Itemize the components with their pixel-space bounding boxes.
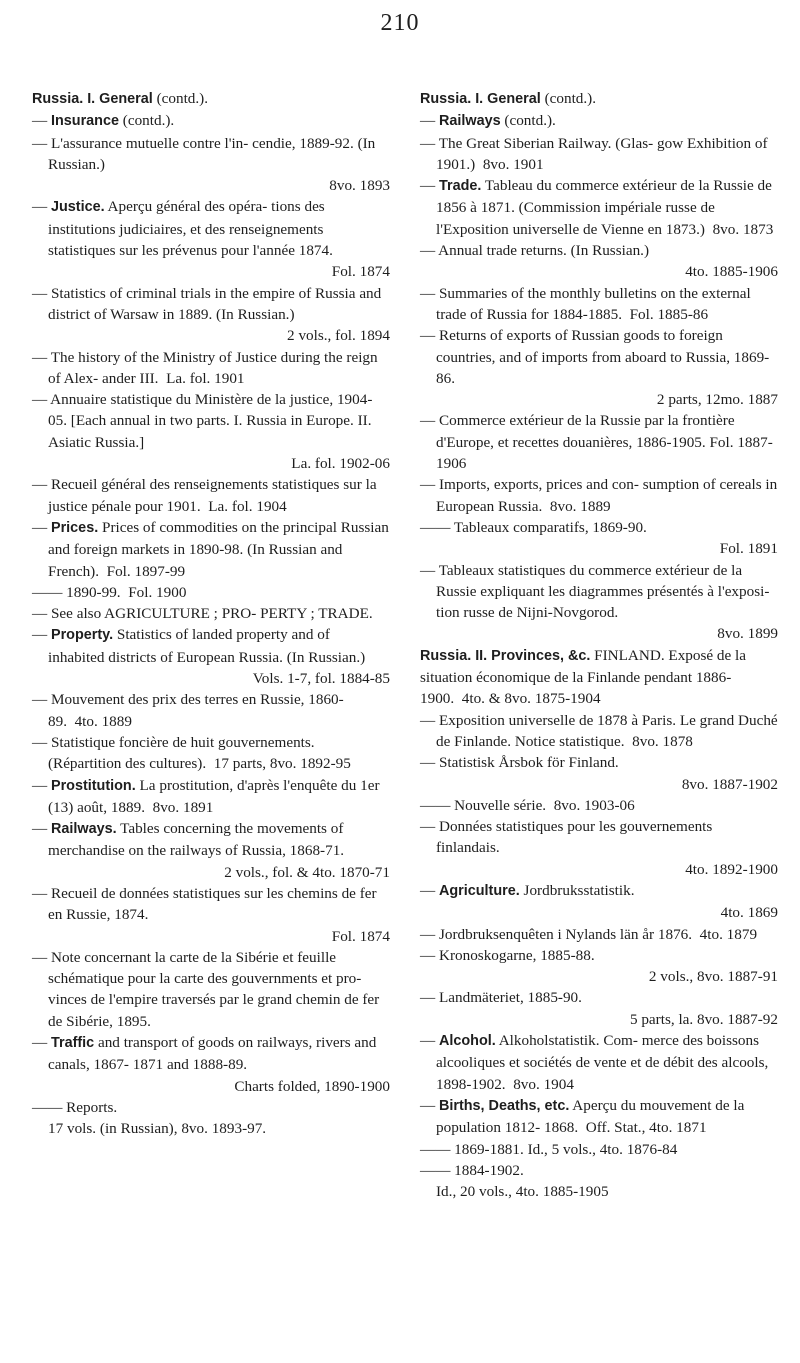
entry-imprint: 8vo. 1899	[717, 625, 778, 643]
entry-text: La prostitution, d'après l'enquête du 1er (13) août, 1889.	[48, 776, 380, 816]
entry-heading: Railways.	[50, 821, 117, 838]
catalogue-entry	[420, 325, 778, 410]
catalogue-entry	[420, 240, 778, 283]
entry-text: (contd.).	[500, 112, 556, 130]
entry-dash: —	[32, 733, 51, 751]
entry-dash: —	[32, 198, 51, 216]
entry-text: Données statistiques pour les gouvernements finlandais.	[436, 818, 713, 857]
entry-imprint: 5 parts, la. 8vo. 1887-92	[629, 1010, 778, 1028]
catalogue-entry	[420, 710, 778, 753]
catalogue-entry	[420, 645, 778, 710]
entry-text: Statistics of criminal trials in the empire of Russia and district of Warsaw in 1889. (In Russian.)	[48, 284, 382, 323]
catalogue-entry	[420, 1095, 778, 1139]
entry-text: FINLAND. Exposé de la situation économique de la Finlande pendant 1886-1900.	[420, 646, 747, 708]
entry-text: (contd.).	[152, 90, 209, 107]
entry-imprint: 2 vols., fol. 1894	[287, 327, 390, 345]
entry-imprint: Fol. 1885-86	[629, 305, 709, 323]
entry-imprint: Fol. 1900	[128, 583, 187, 601]
entry-text: Tableaux comparatifs, 1869-90.	[453, 518, 647, 536]
catalogue-entry	[420, 560, 778, 645]
entry-text: 1869-1881. Id., 5 vols., 4to. 1876-84	[454, 1140, 678, 1158]
entry-heading: Russia. II. Provinces, &c.	[420, 647, 591, 664]
catalogue-entry	[32, 1118, 390, 1139]
entry-dash: —	[32, 884, 51, 902]
entry-dash: —	[420, 112, 439, 130]
entry-text: Recueil de données statistiques sur les chemins de fer en Russie, 1874.	[48, 884, 377, 924]
catalogue-entry	[420, 88, 778, 110]
catalogue-entry	[420, 987, 778, 1030]
entry-text: Aperçu général des opéra- tions des institutions judiciaires, et des renseignements statistiques sur les prévenus pour l'année 1874.	[48, 198, 333, 260]
entry-imprint: 4to. 1885-1906	[685, 263, 778, 281]
entry-text: Jordbruksenquêten i Nylands län år 1876.	[438, 925, 693, 943]
entry-dash: —	[420, 946, 439, 964]
catalogue-entry	[420, 110, 778, 132]
catalogue-entry	[420, 880, 778, 924]
entry-dash: —	[32, 112, 51, 130]
entry-heading: Agriculture.	[438, 882, 520, 899]
entry-imprint: 4to. 1892-1900	[685, 860, 778, 878]
entry-text: Nouvelle série.	[454, 796, 547, 814]
catalogue-entry	[420, 175, 778, 240]
catalogue-entry	[32, 775, 390, 819]
entry-text: Tableau du commerce extérieur de la Russie de 1856 à 1871. (Commission impériale russe de l'Exposition universelle de Vienne en 1873.)	[436, 177, 772, 238]
entry-imprint: 8vo. 1893	[329, 177, 390, 195]
page-number: 210	[380, 10, 420, 36]
entry-imprint: Fol. 1897-99	[106, 562, 186, 580]
entry-text: Alkoholstatistik. Com- merce des boissons alcooliques et sociétés de vente et de débit des alcools, 1898-1902.	[436, 1032, 769, 1093]
entry-imprint: 4to. 1879	[699, 925, 758, 943]
entry-imprint: 8vo. 1889	[549, 497, 611, 515]
entry-text: Exposition universelle de 1878 à Paris. Le grand Duché de Finlande. Notice statistique.	[436, 711, 778, 750]
entry-heading: Trade.	[438, 178, 482, 195]
entry-heading: Russia. I. General	[32, 91, 153, 107]
entry-imprint: Fol. 1891	[719, 540, 778, 558]
entry-heading: Prostitution.	[50, 777, 136, 794]
entry-dash: —	[420, 327, 439, 345]
entry-dash: —	[420, 881, 439, 899]
entry-dash: —	[420, 177, 439, 195]
entry-text: The history of the Ministry of Justice during the reign of Alex- ander III.	[48, 348, 378, 387]
catalogue-entry	[420, 752, 778, 795]
entry-text: Jordbruksstatistik.	[519, 881, 635, 899]
catalogue-entry	[32, 689, 390, 732]
entry-dash: —	[420, 242, 439, 260]
entry-text: Tables concerning the movements of merchandise on the railways of Russia, 1868-71.	[48, 820, 345, 860]
entry-text: Landmäteriet, 1885-90.	[438, 989, 582, 1007]
entry-imprint: 2 vols., 8vo. 1887-91	[648, 968, 778, 986]
catalogue-entry	[32, 818, 390, 883]
entry-dash: —	[32, 691, 51, 709]
right-column	[420, 88, 778, 1202]
entry-imprint: 8vo. 1873	[712, 220, 774, 238]
catalogue-entry	[420, 474, 778, 517]
entry-imprint: Vols. 1-7, fol. 1884-85	[252, 670, 390, 688]
catalogue-entry	[32, 517, 390, 582]
entry-dash: —	[420, 1032, 439, 1050]
entry-dash: —	[420, 134, 439, 152]
entry-text: (contd.).	[540, 90, 597, 107]
entry-imprint: 8vo. 1901	[482, 155, 544, 173]
entry-dash: —	[32, 626, 51, 644]
catalogue-entry	[420, 133, 778, 176]
entry-dash: —	[32, 348, 51, 366]
entry-text: Statistique foncière de huit gouvernements. (Répartition des cultures).	[48, 733, 315, 773]
catalogue-entry	[420, 945, 778, 988]
catalogue-entry	[420, 795, 778, 816]
entry-text: 17 vols. (in Russian), 8vo. 1893-97.	[48, 1120, 267, 1138]
entry-text: Note concernant la carte de la Sibérie et feuille schématique pour la carte des gouvernments et pro- vinces de l'empire traversés par le grand chemin de fer de Sibérie, 1895.	[48, 948, 380, 1030]
entry-dash: —	[420, 1096, 439, 1114]
entry-text: and transport of goods on railways, rivers and canals, 1867- 1871 and 1888-89.	[48, 1034, 377, 1074]
entry-heading: Alcohol.	[438, 1033, 496, 1050]
catalogue-entry	[420, 1030, 778, 1095]
entry-imprint: Fol. 1874	[331, 263, 390, 281]
entry-dash: —	[420, 989, 439, 1007]
catalogue-entry	[32, 196, 390, 282]
catalogue-entry	[32, 947, 390, 1032]
entry-dash: —	[420, 561, 439, 579]
catalogue-entry	[32, 1032, 390, 1097]
entry-imprint: 8vo. 1891	[152, 798, 214, 816]
entry-dash: —	[32, 1034, 51, 1052]
entry-text: Kronoskogarne, 1885-88.	[438, 946, 595, 964]
entry-heading: Traffic	[50, 1035, 95, 1052]
catalogue-entry	[32, 347, 390, 390]
catalogue-entry	[420, 517, 778, 560]
entry-text: The Great Siberian Railway. (Glas- gow Exhibition of 1901.)	[436, 134, 768, 173]
catalogue-entry	[420, 816, 778, 880]
entry-dash: —	[32, 134, 51, 152]
entry-dash: —	[32, 284, 51, 302]
entry-text: Prices of commodities on the principal Russian and foreign markets in 1890-98. (In Russian and French).	[48, 518, 389, 580]
entry-text: 1884-1902.	[454, 1161, 524, 1179]
catalogue-entry	[32, 732, 390, 775]
entry-heading: Prices.	[50, 519, 99, 536]
entry-text: Summaries of the monthly bulletins on the external trade of Russia for 1884-1885.	[436, 284, 751, 323]
entry-dash: —	[420, 711, 439, 729]
catalogue-entry	[32, 389, 390, 474]
entry-imprint: 2 parts, 12mo. 1887	[656, 391, 778, 409]
entry-text: Tableaux statistiques du commerce extérieur de la Russie expliquant les diagrammes présentés à l'exposi- tion russe de Nijni-Novgorod.	[436, 561, 770, 622]
entry-heading: Property.	[50, 627, 114, 644]
entry-text: L'assurance mutuelle contre l'in- cendie, 1889-92. (In Russian.)	[48, 134, 376, 173]
entry-text: Statistisk Årsbok för Finland.	[438, 754, 619, 772]
entry-dash: —	[420, 476, 439, 494]
entry-text: Aperçu du mouvement de la population 1812- 1868.	[436, 1096, 745, 1137]
catalogue-entry	[420, 1181, 778, 1202]
catalogue-entry	[32, 133, 390, 197]
entry-imprint: La. fol. 1901	[166, 369, 245, 387]
entry-text: Recueil général des renseignements statistiques sur la justice pénale pour 1901.	[48, 476, 377, 515]
catalogue-entry	[32, 88, 390, 110]
entry-dash: —	[32, 518, 51, 536]
entry-text: See also AGRICULTURE ; PRO- PERTY ; TRADE.	[50, 605, 373, 623]
catalogue-entry	[32, 474, 390, 517]
entry-imprint: 8vo. 1903-06	[553, 796, 635, 814]
entry-imprint: La. fol. 1904	[208, 497, 287, 515]
entry-heading: Births, Deaths, etc.	[438, 1097, 570, 1114]
entry-dash: ——	[420, 518, 454, 536]
entry-dash: ——	[420, 796, 455, 814]
entry-imprint: 8vo. 1878	[632, 732, 693, 750]
entry-text: (contd.).	[118, 112, 175, 130]
catalogue-entry	[32, 283, 390, 347]
entry-heading: Justice.	[50, 199, 105, 216]
entry-imprint: La. fol. 1902-06	[291, 455, 390, 473]
catalogue-entry	[32, 110, 390, 132]
entry-dash: —	[32, 776, 51, 794]
entry-dash: —	[420, 818, 439, 836]
catalogue-entry	[32, 883, 390, 947]
catalogue-entry	[32, 582, 390, 603]
entry-imprint: Charts folded, 1890-1900	[234, 1077, 390, 1095]
entry-imprint: Fol. 1874	[331, 927, 390, 945]
entry-imprint: 4to. 1869	[720, 904, 778, 922]
entry-dash: —	[420, 925, 439, 943]
catalogue-entry	[420, 410, 778, 474]
left-column	[32, 88, 390, 1140]
entry-text: Reports.	[66, 1098, 118, 1116]
catalogue-entry	[32, 603, 390, 624]
catalogue-entry	[420, 924, 778, 945]
entry-imprint: 17 parts, 8vo. 1892-95	[213, 755, 351, 773]
entry-text: Annual trade returns. (In Russian.)	[438, 242, 650, 260]
entry-dash: —	[420, 284, 439, 302]
entry-text: Mouvement des prix des terres en Russie, 1860-89.	[48, 691, 344, 730]
entry-imprint: 8vo. 1904	[513, 1075, 574, 1093]
entry-dash: ——	[32, 583, 67, 601]
entry-heading: Russia. I. General	[420, 91, 541, 107]
entry-dash: —	[32, 820, 51, 838]
entry-imprint: Off. Stat., 4to. 1871	[585, 1119, 707, 1137]
entry-text: Returns of exports of Russian goods to foreign countries, and of imports from aboard to Russia, 1869-86.	[436, 327, 770, 387]
entry-dash: —	[32, 605, 51, 623]
entry-dash: ——	[420, 1161, 455, 1179]
entry-text: Commerce extérieur de la Russie par la frontière d'Europe, et recettes douanières, 1886-1905. Fol. 1887-1906	[436, 412, 773, 473]
entry-dash: —	[32, 948, 51, 966]
entry-dash: ——	[420, 1140, 455, 1158]
entry-heading: Railways	[438, 113, 501, 130]
entry-text: 1890-99.	[66, 583, 121, 601]
entry-imprint: 8vo. 1887-1902	[681, 775, 778, 793]
entry-dash: —	[32, 391, 51, 409]
entry-text: Statistics of landed property and of inhabited districts of European Russia. (In Russian.)	[48, 626, 366, 666]
entry-dash: —	[420, 754, 439, 772]
catalogue-entry	[32, 624, 390, 689]
entry-dash: ——	[32, 1098, 67, 1116]
catalogue-entry	[420, 283, 778, 326]
catalogue-entry	[420, 1139, 778, 1160]
entry-text: Annuaire statistique du Ministère de la justice, 1904-05. [Each annual in two parts. I. Russia in Europe. II. Asiatic Russia.]	[48, 391, 373, 451]
entry-text: Id., 20 vols., 4to. 1885-1905	[436, 1183, 609, 1201]
entry-heading: Insurance	[50, 113, 119, 130]
entry-imprint: 4to. & 8vo. 1875-1904	[461, 690, 601, 708]
entry-dash: —	[420, 412, 439, 430]
entry-text: Imports, exports, prices and con- sumption of cereals in European Russia.	[436, 476, 778, 515]
catalogue-entry	[420, 1160, 778, 1181]
catalogue-entry	[32, 1097, 390, 1118]
entry-dash: —	[32, 476, 51, 494]
entry-imprint: 2 vols., fol. & 4to. 1870-71	[224, 863, 390, 881]
entry-imprint: 4to. 1889	[74, 712, 132, 730]
